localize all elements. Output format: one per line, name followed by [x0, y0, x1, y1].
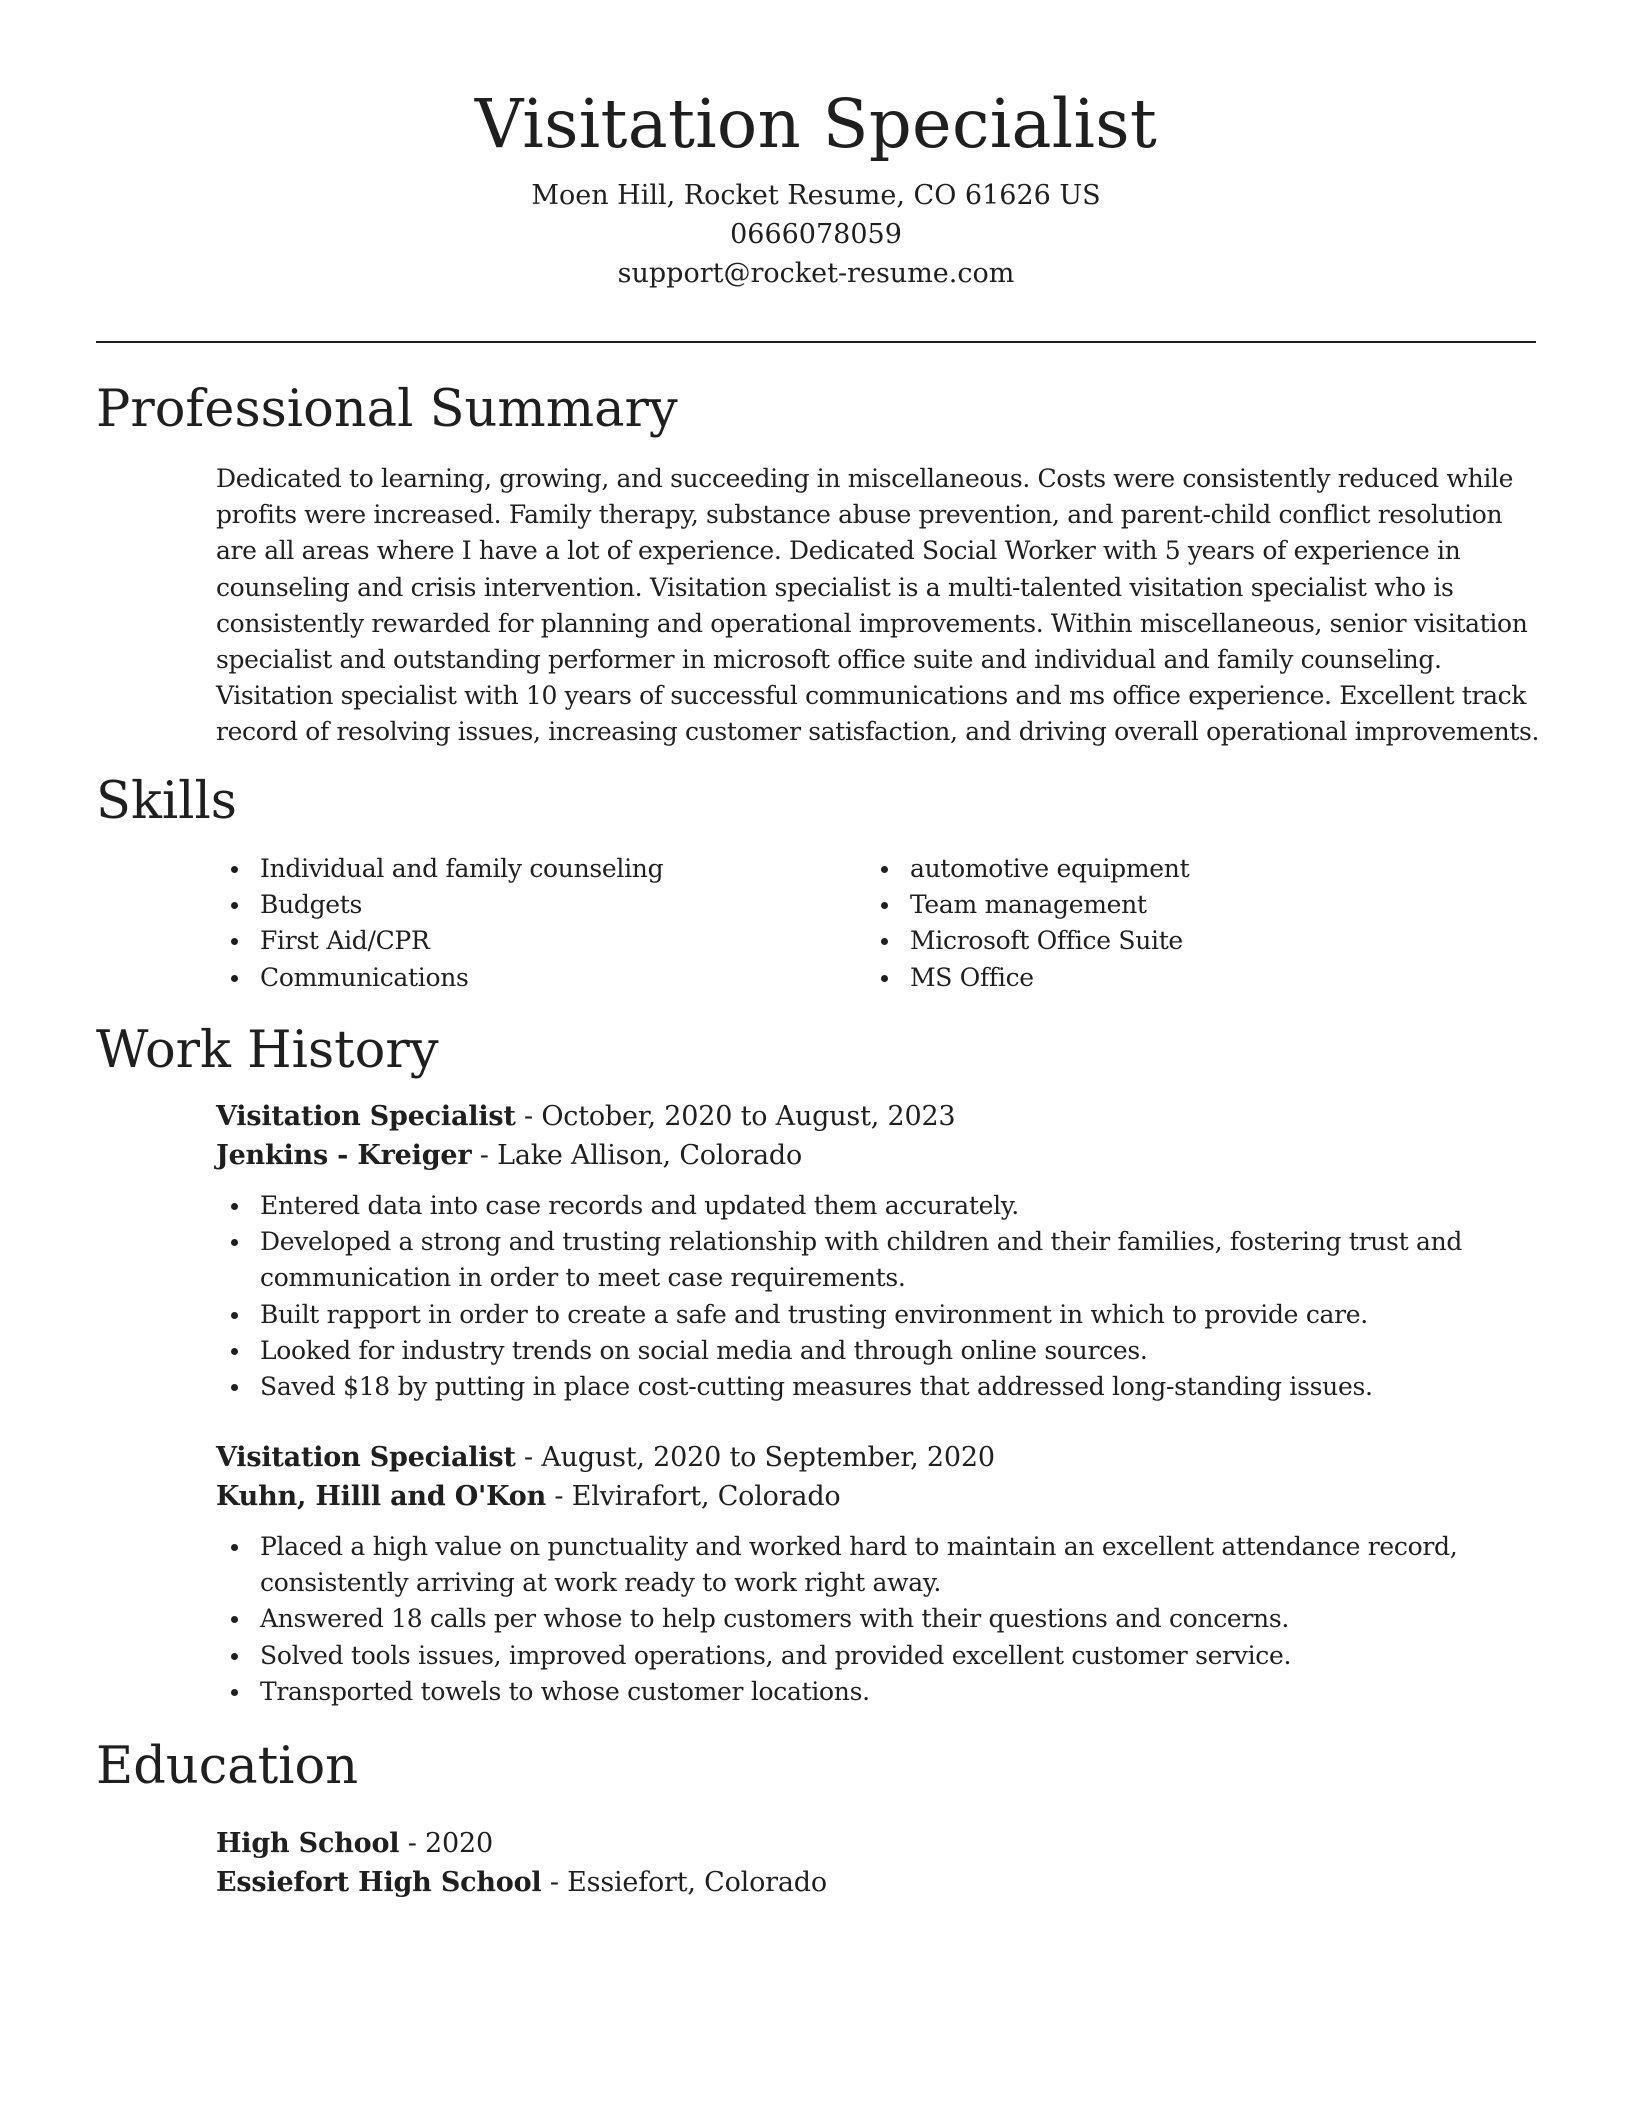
skills-column-right — [866, 851, 1189, 996]
skills-column-left — [216, 851, 663, 996]
education-year: - 2020 — [399, 1828, 493, 1859]
skill-item: Team management — [866, 887, 1189, 923]
job-company-line — [216, 1477, 1546, 1516]
education-school-line — [216, 1863, 1546, 1902]
contact-address: Moen Hill, Rocket Resume, CO 61626 US — [531, 180, 1101, 211]
summary-paragraph: Dedicated to learning, growing, and succeeding in miscellaneous. Costs were consistently reduced while profits were increased. Family therapy, substance abuse prevention, and parent-child conflict resolution are all areas where I have a lot of experience. Dedicated Social Worker with 5 years of experience in counseling and crisis intervention. Visitation specialist is a multi-talented visitation specialist who is consistently rewarded for planning and operational improvements. Within miscellaneous, senior visitation specialist and outstanding performer in microsoft office suite and individual and family counseling. Visitation specialist with 10 years of successful communications and ms office experience. Excellent track record of resolving issues, increasing customer satisfaction, and driving overall operational improvements. — [216, 464, 1540, 747]
job-company-line — [216, 1136, 1546, 1175]
job-duty-item: Solved tools issues, improved operations, and provided excellent customer service. — [216, 1638, 1546, 1674]
skill-item: automotive equipment — [866, 851, 1189, 887]
job-company: Jenkins - Kreiger — [216, 1140, 472, 1171]
job-duty-item: Developed a strong and trusting relationship with children and their families, fostering trust and communication in order to meet case requirements. — [216, 1224, 1546, 1296]
job-title: Visitation Specialist — [216, 1442, 516, 1473]
job-company: Kuhn, Hilll and O'Kon — [216, 1481, 547, 1512]
skill-item: MS Office — [866, 960, 1189, 996]
job-duty-item: Saved $18 by putting in place cost-cutting measures that addressed long-standing issues. — [216, 1369, 1546, 1405]
skill-item: Budgets — [216, 887, 663, 923]
education-degree-line — [216, 1824, 1546, 1863]
work-history-heading: Work History — [96, 1021, 439, 1080]
skill-item: First Aid/CPR — [216, 923, 663, 959]
contact-email: support@rocket-resume.com — [617, 258, 1015, 289]
job-title-line — [216, 1438, 1546, 1477]
education-heading: Education — [96, 1737, 359, 1796]
job-duties-list — [216, 1188, 1546, 1405]
job-entry — [216, 1438, 1546, 1706]
job-location: - Elvirafort, Colorado — [546, 1481, 841, 1512]
job-duty-item: Placed a high value on punctuality and worked hard to maintain an excellent attendance record, consistently arriving at work ready to work right away. — [216, 1529, 1546, 1601]
job-dates: - October, 2020 to August, 2023 — [515, 1101, 956, 1132]
job-duty-item: Entered data into case records and updated them accurately. — [216, 1188, 1546, 1224]
resume-header — [0, 0, 1632, 293]
skill-item: Individual and family counseling — [216, 851, 663, 887]
job-dates: - August, 2020 to September, 2020 — [515, 1442, 995, 1473]
education-entry — [216, 1824, 1546, 1902]
job-entry — [216, 1097, 1546, 1402]
header-divider — [96, 341, 1536, 343]
job-location: - Lake Allison, Colorado — [471, 1140, 803, 1171]
summary-heading: Professional Summary — [96, 380, 678, 439]
job-duty-item: Built rapport in order to create a safe and trusting environment in which to provide care. — [216, 1297, 1546, 1333]
job-title-line — [216, 1097, 1546, 1136]
education-degree: High School — [216, 1828, 400, 1859]
education-school: Essiefort High School — [216, 1867, 542, 1898]
candidate-name: Visitation Specialist — [474, 85, 1158, 163]
job-duty-item: Looked for industry trends on social media and through online sources. — [216, 1333, 1546, 1369]
job-duties-list — [216, 1529, 1546, 1710]
education-location: - Essiefort, Colorado — [541, 1867, 827, 1898]
skill-item: Communications — [216, 960, 663, 996]
job-title: Visitation Specialist — [216, 1101, 516, 1132]
skills-heading: Skills — [96, 772, 237, 831]
skill-item: Microsoft Office Suite — [866, 923, 1189, 959]
job-duty-item: Transported towels to whose customer locations. — [216, 1674, 1546, 1710]
job-duty-item: Answered 18 calls per whose to help customers with their questions and concerns. — [216, 1601, 1546, 1637]
contact-block — [0, 176, 1632, 293]
contact-phone: 0666078059 — [730, 219, 902, 250]
